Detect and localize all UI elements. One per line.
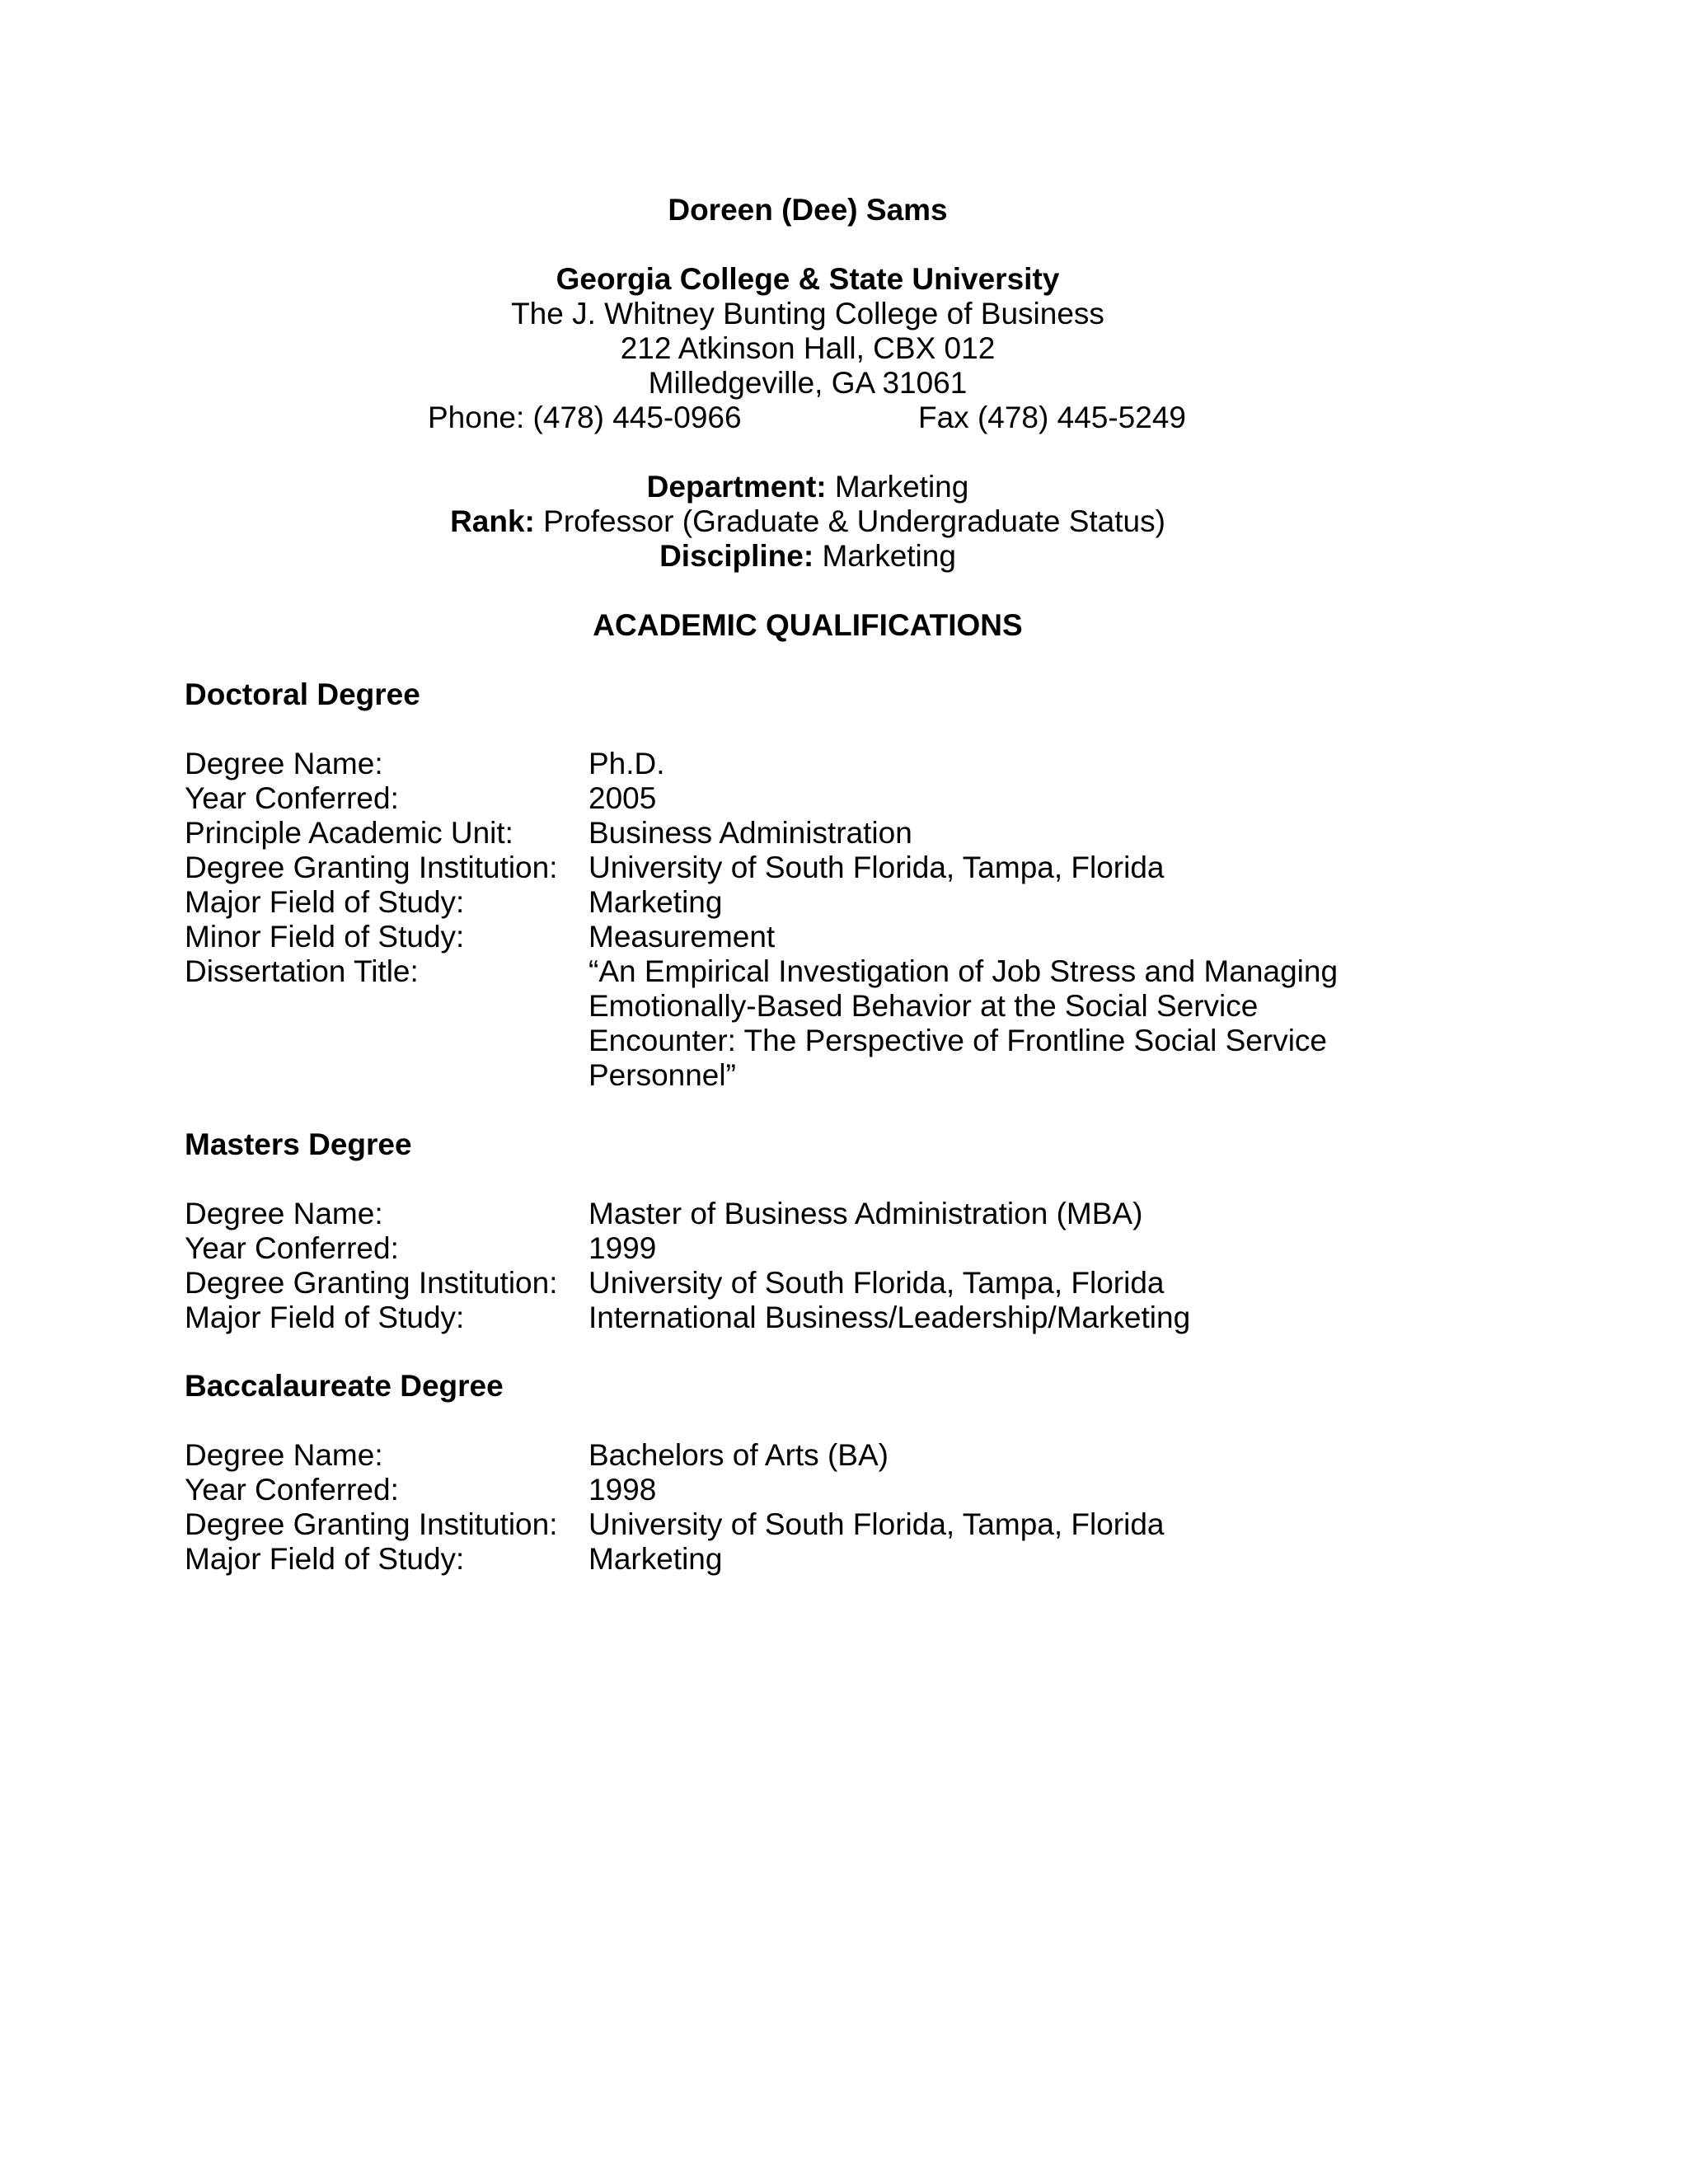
degree-name-value: Bachelors of Arts (BA)	[588, 1438, 889, 1472]
major-field-value: Marketing	[588, 885, 723, 919]
section-title: Baccalaureate Degree	[185, 1369, 504, 1403]
discipline-label: Discipline:	[659, 539, 814, 573]
degree-details	[185, 1438, 1421, 1577]
contact-block	[0, 262, 1615, 435]
college-name: The J. Whitney Bunting College of Business	[511, 297, 1104, 330]
degree-name-label: Degree Name:	[185, 1197, 383, 1230]
detail-row	[185, 851, 1421, 885]
major-field-label: Major Field of Study:	[185, 1542, 465, 1576]
institution-label: Degree Granting Institution:	[185, 1266, 558, 1300]
detail-row	[185, 816, 1421, 851]
detail-row	[185, 1438, 1421, 1473]
year-conferred-value: 2005	[588, 781, 657, 815]
year-conferred-value: 1999	[588, 1231, 657, 1265]
major-field-label: Major Field of Study:	[185, 1301, 465, 1334]
year-conferred-label: Year Conferred:	[185, 1231, 399, 1265]
detail-row	[185, 747, 1421, 781]
major-field-value: Marketing	[588, 1542, 723, 1576]
degree-name-value: Master of Business Administration (MBA)	[588, 1197, 1143, 1230]
department-label: Department:	[646, 470, 827, 504]
section-title: Masters Degree	[185, 1127, 412, 1161]
institution-label: Degree Granting Institution:	[185, 1507, 558, 1541]
discipline-line	[0, 539, 1615, 574]
dissertation-title-value: “An Empirical Investigation of Job Stress and Managing Emotionally-Based Behavior at the Social Service Encounter: The Perspective of Frontline Social Service Personnel”	[588, 954, 1339, 1092]
department-value: Marketing	[826, 470, 969, 504]
position-block	[0, 470, 1615, 574]
academic-unit-label: Principle Academic Unit:	[185, 816, 513, 850]
degree-name-label: Degree Name:	[185, 747, 383, 780]
phone-number: Phone: (478) 445-0966	[428, 401, 742, 434]
phone-fax-row	[0, 401, 1615, 435]
detail-row	[185, 1507, 1421, 1542]
fax-number: Fax (478) 445-5249	[918, 401, 1186, 434]
name-block	[0, 193, 1615, 227]
year-conferred-label: Year Conferred:	[185, 781, 399, 815]
rank-line	[0, 504, 1615, 539]
minor-field-label: Minor Field of Study:	[185, 920, 465, 954]
degree-details	[185, 747, 1421, 1093]
degree-details	[185, 1197, 1421, 1335]
rank-value: Professor (Graduate & Undergraduate Status)	[534, 504, 1165, 538]
detail-row	[185, 1266, 1421, 1301]
institution-value: University of South Florida, Tampa, Florida	[588, 1266, 1165, 1300]
institution-value: University of South Florida, Tampa, Florida	[588, 1507, 1165, 1541]
major-field-value: International Business/Leadership/Marketing	[588, 1301, 1191, 1334]
dissertation-title-label: Dissertation Title:	[185, 954, 419, 988]
discipline-value: Marketing	[814, 539, 956, 573]
detail-row	[185, 1473, 1421, 1507]
detail-row	[185, 1197, 1421, 1231]
institution-label: Degree Granting Institution:	[185, 851, 558, 884]
baccalaureate-degree-section	[185, 1369, 1421, 1577]
year-conferred-value: 1998	[588, 1473, 657, 1507]
detail-row	[185, 885, 1421, 920]
academic-unit-value: Business Administration	[588, 816, 912, 850]
address-line-1: 212 Atkinson Hall, CBX 012	[620, 331, 996, 365]
university-name: Georgia College & State University	[556, 262, 1060, 296]
department-line	[0, 470, 1615, 504]
section-title: Doctoral Degree	[185, 677, 420, 711]
major-field-label: Major Field of Study:	[185, 885, 465, 919]
detail-row	[185, 1231, 1421, 1266]
address-line-2: Milledgeville, GA 31061	[648, 366, 968, 400]
detail-row	[185, 920, 1421, 954]
detail-row	[185, 1301, 1421, 1335]
detail-row	[185, 781, 1421, 816]
minor-field-value: Measurement	[588, 920, 776, 954]
institution-value: University of South Florida, Tampa, Florida	[588, 851, 1165, 884]
doctoral-degree-section	[185, 677, 1421, 1093]
academic-heading-block	[0, 608, 1615, 643]
year-conferred-label: Year Conferred:	[185, 1473, 399, 1507]
degree-name-label: Degree Name:	[185, 1438, 383, 1472]
degree-name-value: Ph.D.	[588, 747, 665, 780]
person-name: Doreen (Dee) Sams	[668, 193, 948, 227]
masters-degree-section	[185, 1127, 1421, 1335]
academic-qualifications-heading: ACADEMIC QUALIFICATIONS	[593, 608, 1023, 642]
detail-row	[185, 1542, 1421, 1577]
rank-label: Rank:	[450, 504, 535, 538]
detail-row	[185, 954, 1421, 1093]
